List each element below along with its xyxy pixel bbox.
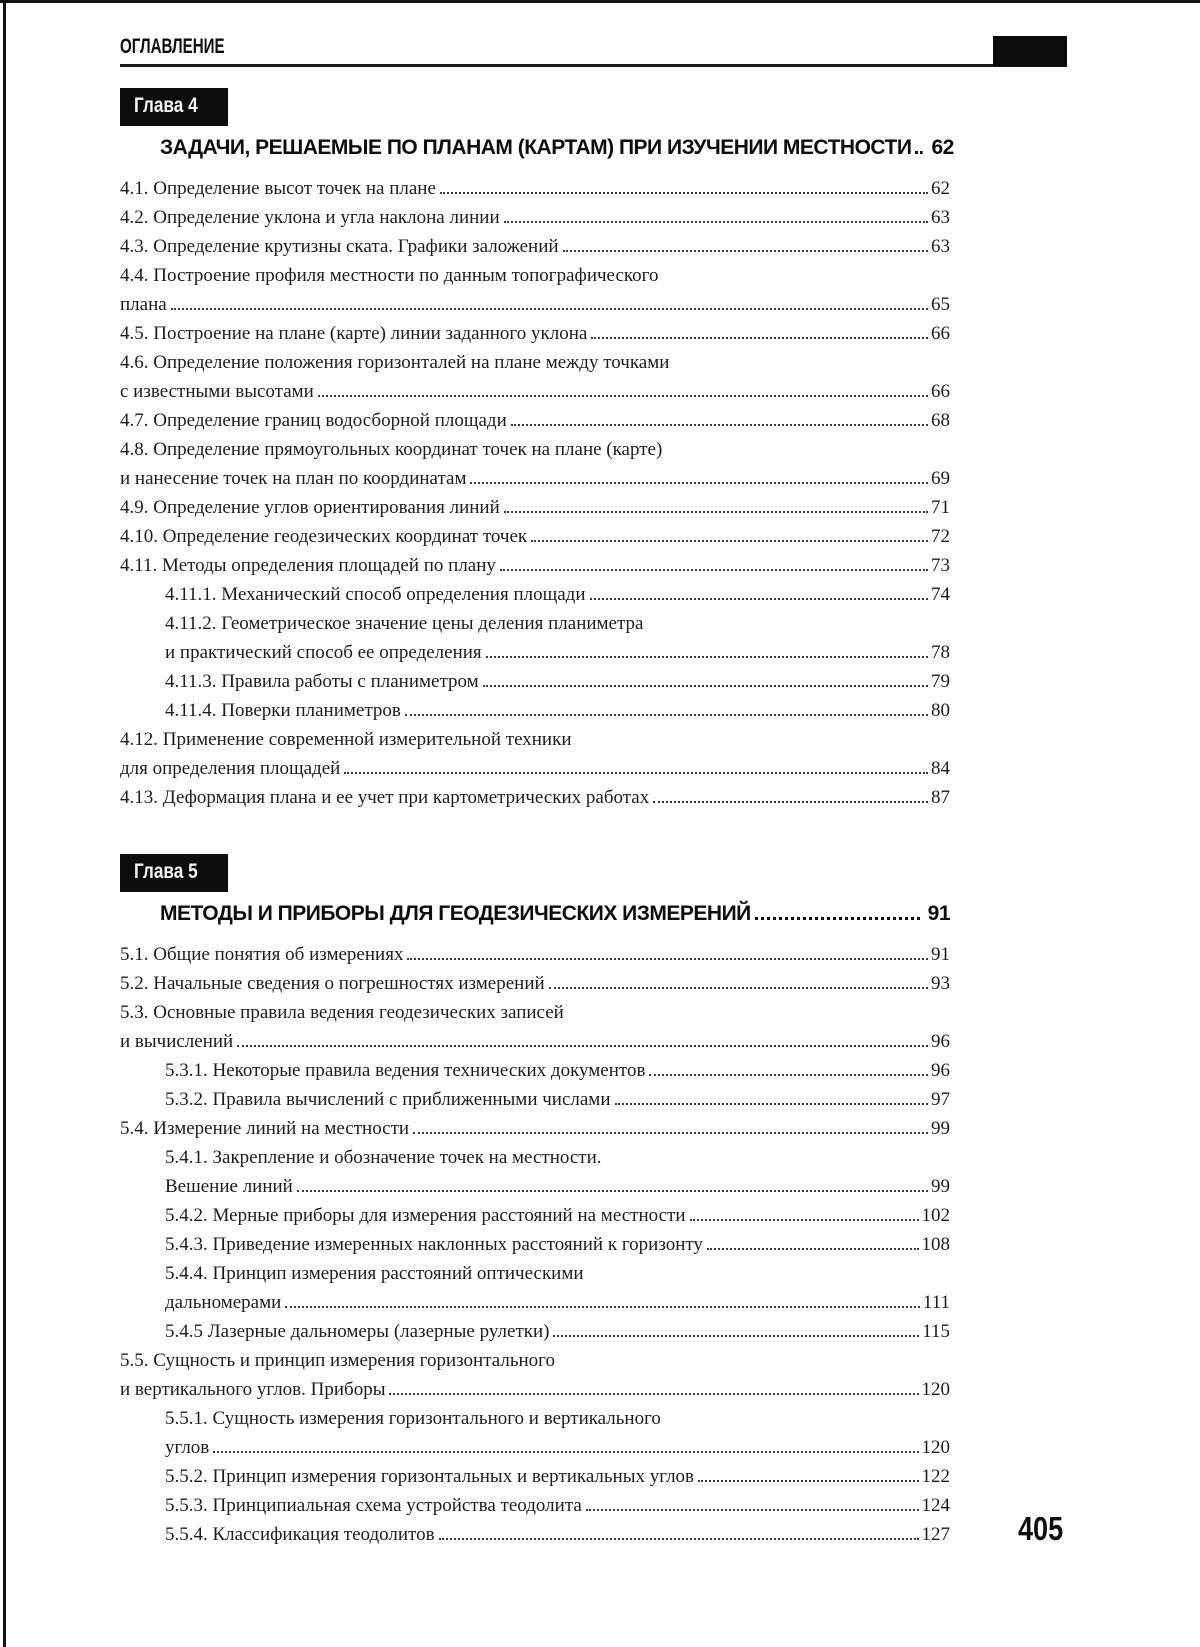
- entry-text: и вычислений: [120, 1031, 234, 1052]
- entry-page-number: 115: [922, 1321, 950, 1342]
- entry-page-number: 97: [931, 1089, 950, 1110]
- toc-entry-line: [120, 638, 950, 667]
- toc-entry-line: [120, 783, 950, 812]
- toc-entry-line: [120, 493, 950, 522]
- entry-text: 5.4.3. Приведение измеренных наклонных расстояний к горизонту: [165, 1234, 703, 1255]
- entry-page-number: 108: [921, 1234, 950, 1255]
- toc-header-row: [120, 37, 1067, 67]
- toc-entry: [120, 1056, 950, 1085]
- entry-text: 4.11.2. Геометрическое значение цены деления планиметра: [165, 613, 644, 634]
- toc-entry-line: [120, 754, 950, 783]
- entry-page-number: 63: [931, 236, 950, 257]
- entry-text: и нанесение точек на план по координатам: [120, 468, 467, 489]
- toc-entry: [120, 1114, 950, 1143]
- entry-text: 5.5. Сущность и принцип измерения горизонтального: [120, 1350, 555, 1371]
- entry-page-number: 120: [921, 1437, 950, 1458]
- entry-page-number: 91: [931, 944, 950, 965]
- toc-entry: [120, 783, 950, 812]
- toc-entry-line: [120, 1085, 950, 1114]
- entry-text: 5.5.1. Сущность измерения горизонтального и вертикального: [165, 1408, 661, 1429]
- toc-entry-line: [120, 1404, 950, 1433]
- toc-entry: [120, 1230, 950, 1259]
- toc-entry: [120, 174, 950, 203]
- toc-entry-line: [120, 1114, 950, 1143]
- entry-page-number: 65: [931, 294, 950, 315]
- toc-entry-line: [120, 1230, 950, 1259]
- entry-page-number: 84: [931, 758, 950, 779]
- entry-page-number: 124: [921, 1495, 950, 1516]
- toc-entry: [120, 522, 950, 551]
- toc-entry: [120, 1404, 950, 1462]
- entry-page-number: 122: [921, 1466, 950, 1487]
- toc-entry-line: [120, 1288, 950, 1317]
- entry-text: 4.8. Определение прямоугольных координат точек на плане (карте): [120, 439, 663, 460]
- chapter-title-row: [160, 136, 954, 160]
- page-border-left: [3, 0, 6, 1647]
- toc-entry: [120, 667, 950, 696]
- entry-text: 4.4. Построение профиля местности по данным топографического: [120, 265, 659, 286]
- entry-text: 4.6. Определение положения горизонталей на плане между точками: [120, 352, 670, 373]
- dot-leader: [486, 656, 928, 658]
- toc-entry-line: [120, 1027, 950, 1056]
- dot-leader: [439, 1538, 919, 1540]
- entry-page-number: 96: [931, 1060, 950, 1081]
- toc-entry: [120, 1085, 950, 1114]
- entry-text: 5.4.5 Лазерные дальномеры (лазерные рулетки): [165, 1321, 550, 1342]
- dot-leader: [318, 395, 928, 397]
- entry-page-number: 120: [921, 1379, 950, 1400]
- entry-page-number: 74: [931, 584, 950, 605]
- toc-entry: [120, 1259, 950, 1317]
- dot-leader: [285, 1306, 920, 1308]
- entry-text: 4.1. Определение высот точек на плане: [120, 178, 436, 199]
- toc-entry-line: [120, 580, 950, 609]
- entry-text: 5.2. Начальные сведения о погрешностях измерений: [120, 973, 545, 994]
- chapter-label-box: [120, 854, 228, 892]
- toc-entry-line: [120, 1172, 950, 1201]
- dot-leader: [389, 1393, 918, 1395]
- page-border-top: [0, 0, 1200, 3]
- folio-page-number: 405: [1018, 1510, 1064, 1547]
- chapter-page-number: 91: [927, 902, 950, 925]
- dot-leader: [590, 598, 928, 600]
- dot-leader: [553, 1335, 919, 1337]
- toc-entry-line: [120, 998, 950, 1027]
- toc-entry-line: [120, 1433, 950, 1462]
- toc-entry-line: [120, 551, 950, 580]
- toc-entry: [120, 998, 950, 1056]
- toc-entry-line: [120, 1375, 950, 1404]
- dot-leader: [440, 192, 928, 194]
- entry-page-number: 66: [931, 381, 950, 402]
- toc-entry: [120, 406, 950, 435]
- dot-leader: [690, 1219, 919, 1221]
- toc-entry: [120, 435, 950, 493]
- toc-entry: [120, 969, 950, 998]
- toc-entry-line: [120, 406, 950, 435]
- dot-leader: [470, 482, 928, 484]
- toc-entry-line: [120, 667, 950, 696]
- toc-entry-line: [120, 940, 950, 969]
- entry-page-number: 63: [931, 207, 950, 228]
- entry-text: 5.3.2. Правила вычислений с приближенными числами: [165, 1089, 611, 1110]
- dot-leader: [563, 250, 928, 252]
- toc-header-title: ОГЛАВЛЕНИЕ: [120, 35, 225, 58]
- chapter-label: Глава 5: [134, 860, 198, 883]
- toc-entry: [120, 232, 950, 261]
- dot-leader: [653, 801, 928, 803]
- page-content: [120, 35, 954, 1549]
- entry-text: 5.5.3. Принципиальная схема устройства теодолита: [165, 1495, 582, 1516]
- dot-leader: [586, 1509, 919, 1511]
- chapter-section: [120, 88, 954, 812]
- entry-text: 5.3. Основные правила ведения геодезических записей: [120, 1002, 564, 1023]
- toc-entry: [120, 348, 950, 406]
- toc-entry: [120, 609, 950, 667]
- toc-entry-line: [120, 1491, 950, 1520]
- entry-page-number: 102: [921, 1205, 950, 1226]
- entry-text: углов: [165, 1437, 210, 1458]
- dot-leader: [344, 772, 928, 774]
- entry-text: 4.12. Применение современной измерительной техники: [120, 729, 572, 750]
- toc-entry-line: [120, 232, 950, 261]
- chapter-title: МЕТОДЫ И ПРИБОРЫ ДЛЯ ГЕОДЕЗИЧЕСКИХ ИЗМЕРЕНИЙ: [160, 902, 751, 925]
- entry-page-number: 78: [931, 642, 950, 663]
- toc-entry-line: [120, 1056, 950, 1085]
- toc-entry-line: [120, 1462, 950, 1491]
- toc-entry-line: [120, 203, 950, 232]
- dot-leader: [698, 1480, 918, 1482]
- dot-leader: [405, 714, 928, 716]
- dot-leader: [615, 1103, 929, 1105]
- entry-page-number: 79: [931, 671, 950, 692]
- dot-leader: [531, 540, 928, 542]
- entry-page-number: 111: [922, 1292, 950, 1313]
- entry-text: 5.4.1. Закрепление и обозначение точек на местности.: [165, 1147, 602, 1168]
- chapter-section: [120, 854, 950, 1549]
- entry-page-number: 96: [931, 1031, 950, 1052]
- dot-leader: [213, 1451, 918, 1453]
- entry-text: 4.7. Определение границ водосборной площади: [120, 410, 507, 431]
- toc-entry: [120, 493, 950, 522]
- toc-entry: [120, 319, 950, 348]
- toc-entry-line: [120, 435, 950, 464]
- entry-page-number: 80: [931, 700, 950, 721]
- entry-text: Вешение линий: [165, 1176, 293, 1197]
- toc-entry: [120, 1201, 950, 1230]
- dot-leader: [504, 221, 928, 223]
- entry-text: 5.5.2. Принцип измерения горизонтальных и вертикальных углов: [165, 1466, 695, 1487]
- toc-entry-line: [120, 725, 950, 754]
- entry-page-number: 72: [931, 526, 950, 547]
- toc-entry-line: [120, 1346, 950, 1375]
- toc-entry-line: [120, 522, 950, 551]
- entry-page-number: 73: [931, 555, 950, 576]
- dot-leader: [504, 511, 928, 513]
- toc-entry-line: [120, 174, 950, 203]
- entry-text: 4.9. Определение углов ориентирования линий: [120, 497, 500, 518]
- toc-entry: [120, 580, 950, 609]
- entry-text: 5.4.4. Принцип измерения расстояний оптическими: [165, 1263, 584, 1284]
- dot-leader: [649, 1074, 928, 1076]
- entry-text: 4.3. Определение крутизны ската. Графики заложений: [120, 236, 559, 257]
- entry-text: для определения площадей: [120, 758, 341, 779]
- toc-entry-line: [120, 348, 950, 377]
- dot-leader: [915, 151, 923, 154]
- entry-text: плана: [120, 294, 167, 315]
- toc-entry: [120, 551, 950, 580]
- entry-page-number: 71: [931, 497, 950, 518]
- toc-entry: [120, 1520, 950, 1549]
- entry-text: 5.4. Измерение линий на местности: [120, 1118, 410, 1139]
- entry-page-number: 127: [921, 1524, 950, 1545]
- toc-entry: [120, 1143, 950, 1201]
- toc-entry-line: [120, 319, 950, 348]
- entry-text: 4.11.3. Правила работы с планиметром: [165, 671, 479, 692]
- header-rule: [120, 64, 1067, 67]
- entry-text: 4.10. Определение геодезических координат точек: [120, 526, 528, 547]
- entry-text: и практический способ ее определения: [165, 642, 482, 663]
- toc-entry-line: [120, 1520, 950, 1549]
- entry-text: 4.11.1. Механический способ определения площади: [165, 584, 586, 605]
- toc-entry-line: [120, 609, 950, 638]
- chapter-entries: [120, 940, 950, 1549]
- toc-entry-line: [120, 1259, 950, 1288]
- toc-entry-line: [120, 1143, 950, 1172]
- dot-leader: [483, 685, 928, 687]
- entry-page-number: 68: [931, 410, 950, 431]
- entry-page-number: 99: [931, 1176, 950, 1197]
- dot-leader: [500, 569, 928, 571]
- dot-leader: [407, 958, 928, 960]
- entry-text: с известными высотами: [120, 381, 314, 402]
- toc-entry-line: [120, 377, 950, 406]
- toc-entry: [120, 1462, 950, 1491]
- dot-leader: [707, 1248, 919, 1250]
- toc-entry: [120, 203, 950, 232]
- toc-entry: [120, 1491, 950, 1520]
- entry-text: 4.13. Деформация плана и ее учет при картометрических работах: [120, 787, 650, 808]
- dot-leader: [171, 308, 928, 310]
- entry-text: 5.3.1. Некоторые правила ведения технических документов: [165, 1060, 646, 1081]
- entry-text: 5.1. Общие понятия об измерениях: [120, 944, 404, 965]
- entry-text: 4.2. Определение уклона и угла наклона линии: [120, 207, 500, 228]
- chapter-label: Глава 4: [134, 94, 198, 117]
- entry-text: 4.11.4. Поверки планиметров: [165, 700, 401, 721]
- dot-leader: [591, 337, 928, 339]
- entry-page-number: 93: [931, 973, 950, 994]
- chapter-page-number: 62: [931, 136, 954, 159]
- entry-text: дальномерами: [165, 1292, 282, 1313]
- toc-entry: [120, 261, 950, 319]
- dot-leader: [549, 987, 928, 989]
- entry-text: и вертикального углов. Приборы: [120, 1379, 386, 1400]
- toc-entry-line: [120, 1201, 950, 1230]
- entry-page-number: 99: [931, 1118, 950, 1139]
- entry-text: 4.5. Построение на плане (карте) линии заданного уклона: [120, 323, 588, 344]
- toc-entry: [120, 1317, 950, 1346]
- dot-leader: [755, 917, 920, 920]
- toc-entry-line: [120, 696, 950, 725]
- toc-entry-line: [120, 290, 950, 319]
- toc-entry: [120, 696, 950, 725]
- dot-leader: [237, 1045, 928, 1047]
- header-corner-tab: [993, 36, 1067, 66]
- toc-entry-line: [120, 464, 950, 493]
- entry-page-number: 69: [931, 468, 950, 489]
- entry-page-number: 62: [931, 178, 950, 199]
- toc-entry-line: [120, 261, 950, 290]
- entry-text: 5.4.2. Мерные приборы для измерения расстояний на местности: [165, 1205, 686, 1226]
- entry-text: 5.5.4. Классификация теодолитов: [165, 1524, 435, 1545]
- toc-entry: [120, 1346, 950, 1404]
- chapter-label-box: [120, 88, 228, 126]
- toc-entry-line: [120, 969, 950, 998]
- toc-entry-line: [120, 1317, 950, 1346]
- dot-leader: [413, 1132, 928, 1134]
- chapter-title-row: [160, 902, 950, 926]
- toc-entry: [120, 940, 950, 969]
- toc-entry: [120, 725, 950, 783]
- dot-leader: [297, 1190, 928, 1192]
- chapters-container: [120, 88, 954, 1549]
- entry-page-number: 87: [931, 787, 950, 808]
- entry-page-number: 66: [931, 323, 950, 344]
- chapter-entries: [120, 174, 950, 812]
- chapter-title: ЗАДАЧИ, РЕШАЕМЫЕ ПО ПЛАНАМ (КАРТАМ) ПРИ ИЗУЧЕНИИ МЕСТНОСТИ: [160, 136, 912, 159]
- entry-text: 4.11. Методы определения площадей по плану: [120, 555, 496, 576]
- dot-leader: [511, 424, 928, 426]
